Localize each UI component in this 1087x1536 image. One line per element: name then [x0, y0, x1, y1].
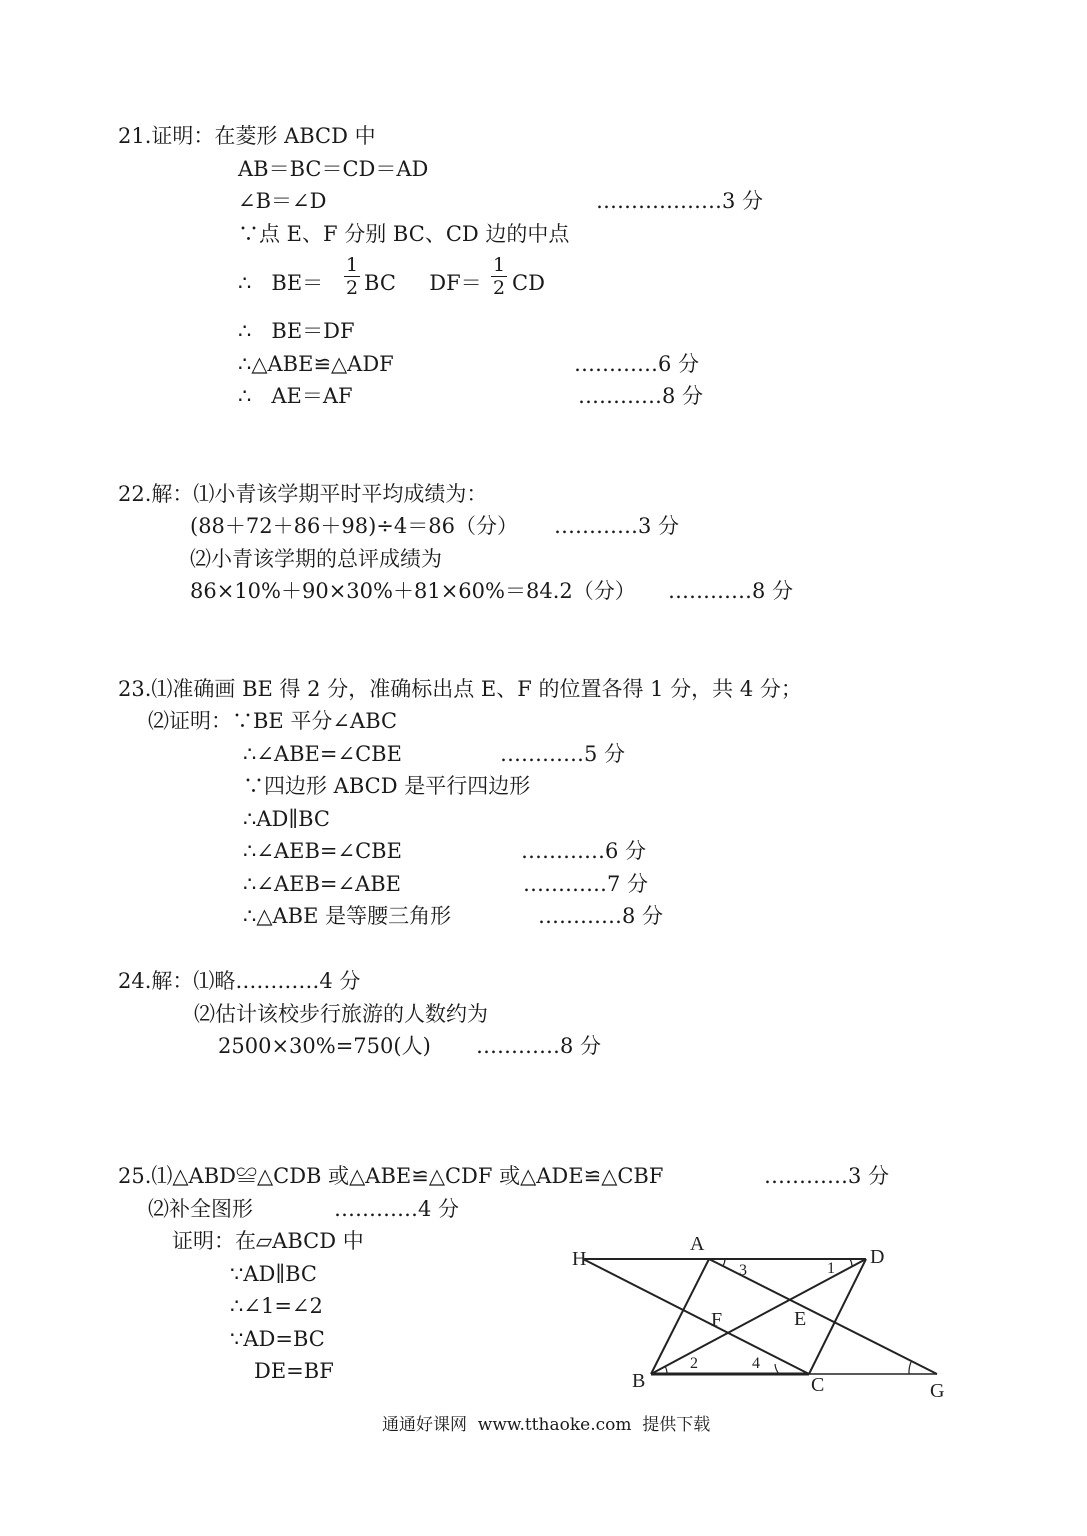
segment-ab — [651, 1259, 709, 1374]
q21-score-3: ………………3 分 — [596, 189, 764, 213]
point-label-b: B — [632, 1370, 646, 1392]
q24-line-estimate: 2500×30%=750(人) — [218, 1034, 431, 1058]
q23-line-abe-cbe: ∴∠ABE=∠CBE — [243, 742, 402, 766]
angle-arc-1 — [850, 1259, 852, 1266]
q23-score-6: …………6 分 — [521, 839, 647, 863]
q21-line-conclusion: ∴ AE＝AF — [238, 384, 353, 408]
q25-score-4: …………4 分 — [334, 1197, 460, 1221]
q21-heading: 21.证明：在菱形 ABCD 中 — [118, 124, 376, 148]
q21-line-congruent: ∴△ABE≌△ADF — [238, 352, 394, 376]
q21-score-6: …………6 分 — [574, 352, 700, 376]
fraction-numerator: 1 — [345, 254, 359, 276]
q21-line-sides-equal: AB＝BC＝CD＝AD — [238, 157, 429, 181]
q23-score-5: …………5 分 — [500, 742, 626, 766]
angle-arc-3 — [723, 1259, 725, 1266]
q22-line-average: (88＋72＋86＋98)÷4＝86（分） — [190, 514, 518, 538]
point-label-c: C — [811, 1374, 825, 1396]
q21-score-8: …………8 分 — [578, 384, 704, 408]
q23-line-aeb-abe: ∴∠AEB=∠ABE — [243, 872, 402, 896]
q22-line-total: 86×10%＋90×30%＋81×60%＝84.2（分） — [190, 579, 636, 603]
q22-line-total-label: ⑵小青该学期的总评成绩为 — [190, 547, 442, 571]
segment-dc — [809, 1259, 866, 1374]
point-label-e: E — [794, 1308, 807, 1330]
q25-score-3: …………3 分 — [764, 1164, 890, 1188]
q22-score-8: …………8 分 — [668, 579, 794, 603]
q21-line-half-a: ∴ BE＝ — [238, 271, 324, 295]
point-label-f: F — [711, 1309, 723, 1331]
q22-heading: 22.解：⑴小青该学期平时平均成绩为： — [118, 482, 488, 506]
q23-proof-start: ⑵证明：∵BE 平分∠ABC — [148, 709, 398, 733]
q23-score-7: …………7 分 — [523, 872, 649, 896]
q21-line-angles-equal: ∠B＝∠D — [238, 189, 327, 213]
q22-score-3: …………3 分 — [554, 514, 680, 538]
q21-line-half-c: CD — [512, 271, 545, 295]
fraction-denominator: 2 — [492, 277, 506, 299]
q25-line-complete-figure: ⑵补全图形 — [148, 1197, 253, 1221]
angle-label-2: 2 — [690, 1355, 698, 1372]
angle-label-3: 3 — [739, 1262, 747, 1279]
q25-line-angles: ∴∠1=∠2 — [230, 1294, 323, 1318]
q21-line-half-b: BC DF＝ — [364, 271, 482, 295]
q25-line-ad-bc: ∵AD=BC — [230, 1327, 325, 1351]
q25-line-de-bf: DE=BF — [254, 1359, 334, 1383]
q25-proof-start: 证明：在▱ABCD 中 — [172, 1229, 364, 1253]
q24-heading: 24.解：⑴略…………4 分 — [118, 969, 361, 993]
angle-label-4: 4 — [752, 1355, 760, 1372]
q23-line-isosceles: ∴△ABE 是等腰三角形 — [243, 904, 452, 928]
point-label-a: A — [690, 1233, 705, 1255]
fraction-numerator: 1 — [492, 254, 506, 276]
q23-heading: 23.⑴准确画 BE 得 2 分，准确标出点 E、F 的位置各得 1 分，共 4 分； — [118, 677, 802, 701]
point-label-g: G — [930, 1380, 945, 1402]
q24-score-8: …………8 分 — [476, 1034, 602, 1058]
q23-line-aeb-cbe: ∴∠AEB=∠CBE — [243, 839, 402, 863]
q23-score-8: …………8 分 — [538, 904, 664, 928]
q25-heading: 25.⑴△ABD≌△CDB 或△ABE≌△CDF 或△ADE≌△CBF — [118, 1164, 664, 1188]
angle-arc-g — [909, 1362, 911, 1374]
point-label-d: D — [870, 1246, 885, 1268]
q23-line-parallelogram: ∵四边形 ABCD 是平行四边形 — [243, 774, 531, 798]
angle-label-1: 1 — [827, 1260, 835, 1277]
q21-line-midpoints: ∵点 E、F 分别 BC、CD 边的中点 — [238, 222, 570, 246]
q25-line-parallel: ∵AD∥BC — [230, 1262, 317, 1286]
q21-line-be-df: ∴ BE＝DF — [238, 319, 355, 343]
footer-source: 通通好课网 www.tthaoke.com 提供下载 — [382, 1415, 711, 1435]
point-label-h: H — [572, 1248, 587, 1270]
q24-line-estimate-label: ⑵估计该校步行旅游的人数约为 — [194, 1002, 488, 1026]
fraction-denominator: 2 — [345, 277, 359, 299]
q23-line-parallel: ∴AD∥BC — [243, 807, 330, 831]
